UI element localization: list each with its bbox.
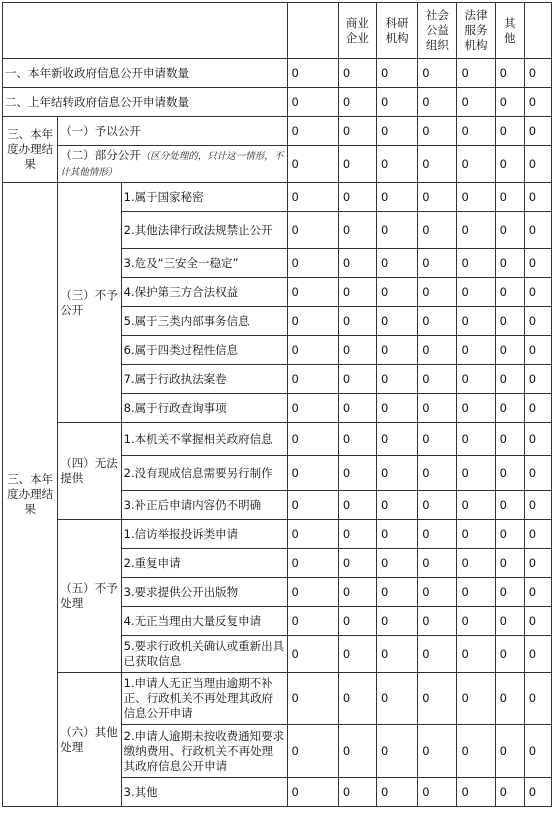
value-cell: 0 <box>287 365 338 394</box>
value-cell: 0 <box>377 456 418 491</box>
value-cell: 0 <box>495 336 524 365</box>
value-cell: 0 <box>338 578 376 607</box>
category-unable-to-provide: （四）无法提供 <box>58 423 121 520</box>
value-cell: 0 <box>377 249 418 278</box>
row-label: 3.要求提供公开出版物 <box>121 578 287 607</box>
value-cell: 0 <box>524 520 551 549</box>
value-cell: 0 <box>524 212 551 249</box>
value-cell: 0 <box>418 146 457 183</box>
value-cell: 0 <box>418 578 457 607</box>
value-cell: 0 <box>418 212 457 249</box>
row-label: 1.申请人无正当理由逾期不补正、行政机关不再处理其政府信息公开申请 <box>121 673 287 725</box>
value-cell: 0 <box>495 117 524 146</box>
value-cell: 0 <box>377 88 418 117</box>
value-cell: 0 <box>524 491 551 520</box>
value-cell: 0 <box>457 607 495 636</box>
value-cell: 0 <box>418 249 457 278</box>
value-cell: 0 <box>524 456 551 491</box>
value-cell: 0 <box>377 778 418 807</box>
value-cell: 0 <box>495 183 524 212</box>
value-cell: 0 <box>418 491 457 520</box>
row-label: 3.其他 <box>121 778 287 807</box>
value-cell: 0 <box>338 491 376 520</box>
category-not-processed: （五）不予处理 <box>58 520 121 673</box>
row-label: 1.属于国家秘密 <box>121 183 287 212</box>
value-cell: 0 <box>377 578 418 607</box>
value-cell: 0 <box>418 778 457 807</box>
value-cell: 0 <box>495 673 524 725</box>
value-cell: 0 <box>338 725 376 778</box>
value-cell: 0 <box>377 549 418 578</box>
value-cell: 0 <box>418 365 457 394</box>
value-cell: 0 <box>287 146 338 183</box>
value-cell: 0 <box>377 278 418 307</box>
value-cell: 0 <box>287 423 338 456</box>
value-cell: 0 <box>457 183 495 212</box>
header-total <box>524 3 551 59</box>
value-cell: 0 <box>524 278 551 307</box>
value-cell: 0 <box>457 249 495 278</box>
value-cell: 0 <box>457 423 495 456</box>
value-cell: 0 <box>338 423 376 456</box>
row-label: 3.补正后申请内容仍不明确 <box>121 491 287 520</box>
value-cell: 0 <box>418 183 457 212</box>
row-label: 1.信访举报投诉类申请 <box>121 520 287 549</box>
value-cell: 0 <box>338 88 376 117</box>
value-cell: 0 <box>524 549 551 578</box>
value-cell: 0 <box>495 636 524 673</box>
row-label: 2.其他法律行政法规禁止公开 <box>121 212 287 249</box>
row-label: （二）部分公开 <box>60 148 141 162</box>
value-cell: 0 <box>338 607 376 636</box>
value-cell: 0 <box>418 336 457 365</box>
header-blank-col <box>287 3 338 59</box>
row-label: 5.属于三类内部事务信息 <box>121 307 287 336</box>
value-cell: 0 <box>495 146 524 183</box>
value-cell: 0 <box>457 636 495 673</box>
value-cell: 0 <box>377 673 418 725</box>
value-cell: 0 <box>524 636 551 673</box>
value-cell: 0 <box>495 549 524 578</box>
value-cell: 0 <box>457 520 495 549</box>
value-cell: 0 <box>457 491 495 520</box>
value-cell: 0 <box>287 249 338 278</box>
value-cell: 0 <box>377 117 418 146</box>
value-cell: 0 <box>338 549 376 578</box>
value-cell: 0 <box>457 365 495 394</box>
row-label: 一、本年新收政府信息公开申请数量 <box>3 59 288 88</box>
row-label: 7.属于行政执法案卷 <box>121 365 287 394</box>
value-cell: 0 <box>377 59 418 88</box>
row-partially-disclosed <box>3 146 552 183</box>
row-label: 2.申请人逾期未按收费通知要求缴纳费用、行政机关不再处理其政府信息公开申请 <box>121 725 287 778</box>
value-cell: 0 <box>457 212 495 249</box>
value-cell: 0 <box>418 607 457 636</box>
row-c5-1 <box>3 520 552 549</box>
value-cell: 0 <box>287 520 338 549</box>
value-cell: 0 <box>377 336 418 365</box>
value-cell: 0 <box>287 636 338 673</box>
row-label: 4.无正当理由大量反复申请 <box>121 607 287 636</box>
row-label: （一）予以公开 <box>58 117 287 146</box>
value-cell: 0 <box>377 183 418 212</box>
value-cell: 0 <box>287 336 338 365</box>
row-label: 二、上年结转政府信息公开申请数量 <box>3 88 288 117</box>
value-cell: 0 <box>338 146 376 183</box>
value-cell: 0 <box>418 549 457 578</box>
value-cell: 0 <box>524 307 551 336</box>
value-cell: 0 <box>338 456 376 491</box>
value-cell: 0 <box>457 336 495 365</box>
value-cell: 0 <box>338 307 376 336</box>
value-cell: 0 <box>524 249 551 278</box>
value-cell: 0 <box>287 456 338 491</box>
row-c4-1 <box>3 423 552 456</box>
value-cell: 0 <box>418 307 457 336</box>
value-cell: 0 <box>457 578 495 607</box>
value-cell: 0 <box>524 117 551 146</box>
value-cell: 0 <box>418 456 457 491</box>
row-c3-1 <box>3 183 552 212</box>
row-label: 6.属于四类过程性信息 <box>121 336 287 365</box>
value-cell: 0 <box>457 278 495 307</box>
value-cell: 0 <box>495 307 524 336</box>
value-cell: 0 <box>418 117 457 146</box>
value-cell: 0 <box>338 365 376 394</box>
value-cell: 0 <box>524 88 551 117</box>
value-cell: 0 <box>287 578 338 607</box>
value-cell: 0 <box>338 117 376 146</box>
value-cell: 0 <box>495 423 524 456</box>
row-carryover-applications <box>3 88 552 117</box>
value-cell: 0 <box>457 673 495 725</box>
value-cell: 0 <box>377 725 418 778</box>
row-note: （区分处理的，只计这一情形，不计其他情形） <box>60 151 284 178</box>
value-cell: 0 <box>377 636 418 673</box>
value-cell: 0 <box>524 607 551 636</box>
value-cell: 0 <box>524 778 551 807</box>
value-cell: 0 <box>418 59 457 88</box>
value-cell: 0 <box>287 491 338 520</box>
value-cell: 0 <box>495 88 524 117</box>
value-cell: 0 <box>338 278 376 307</box>
value-cell: 0 <box>338 520 376 549</box>
value-cell: 0 <box>457 778 495 807</box>
value-cell: 0 <box>418 520 457 549</box>
value-cell: 0 <box>524 423 551 456</box>
value-cell: 0 <box>287 607 338 636</box>
value-cell: 0 <box>377 394 418 423</box>
row-label: 2.没有现成信息需要另行制作 <box>121 456 287 491</box>
value-cell: 0 <box>495 278 524 307</box>
header-blank-cell <box>3 3 288 59</box>
value-cell: 0 <box>338 394 376 423</box>
value-cell: 0 <box>457 725 495 778</box>
row-label: 2.重复申请 <box>121 549 287 578</box>
value-cell: 0 <box>524 725 551 778</box>
value-cell: 0 <box>418 394 457 423</box>
value-cell: 0 <box>287 778 338 807</box>
group-label-results: 三、本年度办理结果 <box>3 117 58 183</box>
value-cell: 0 <box>287 394 338 423</box>
header-research: 科研 机构 <box>377 3 418 59</box>
row-label: 5.要求行政机关确认或重新出具已获取信息 <box>121 636 287 673</box>
value-cell: 0 <box>418 423 457 456</box>
value-cell: 0 <box>495 578 524 607</box>
info-disclosure-table <box>2 2 552 807</box>
value-cell: 0 <box>377 146 418 183</box>
value-cell: 0 <box>418 725 457 778</box>
row-label: 8.属于行政查询事项 <box>121 394 287 423</box>
value-cell: 0 <box>287 183 338 212</box>
value-cell: 0 <box>457 307 495 336</box>
value-cell: 0 <box>287 212 338 249</box>
value-cell: 0 <box>377 307 418 336</box>
value-cell: 0 <box>457 88 495 117</box>
row-disclosed <box>3 117 552 146</box>
value-cell: 0 <box>287 307 338 336</box>
value-cell: 0 <box>338 59 376 88</box>
value-cell: 0 <box>377 423 418 456</box>
category-other-processing: （六）其他处理 <box>58 673 121 807</box>
value-cell: 0 <box>495 456 524 491</box>
value-cell: 0 <box>457 59 495 88</box>
value-cell: 0 <box>495 778 524 807</box>
value-cell: 0 <box>418 636 457 673</box>
header-public-welfare: 社会 公益 组织 <box>418 3 457 59</box>
row-label: 1.本机关不掌握相关政府信息 <box>121 423 287 456</box>
value-cell: 0 <box>418 88 457 117</box>
value-cell: 0 <box>495 725 524 778</box>
value-cell: 0 <box>287 59 338 88</box>
value-cell: 0 <box>338 183 376 212</box>
header-commercial: 商业 企业 <box>338 3 376 59</box>
value-cell: 0 <box>495 491 524 520</box>
value-cell: 0 <box>377 212 418 249</box>
row-new-applications <box>3 59 552 88</box>
value-cell: 0 <box>495 520 524 549</box>
value-cell: 0 <box>524 365 551 394</box>
value-cell: 0 <box>418 673 457 725</box>
category-not-disclosed: （三）不予公开 <box>58 183 121 423</box>
value-cell: 0 <box>338 778 376 807</box>
value-cell: 0 <box>287 88 338 117</box>
value-cell: 0 <box>457 117 495 146</box>
value-cell: 0 <box>457 456 495 491</box>
value-cell: 0 <box>495 249 524 278</box>
value-cell: 0 <box>287 725 338 778</box>
value-cell: 0 <box>457 549 495 578</box>
value-cell: 0 <box>495 59 524 88</box>
value-cell: 0 <box>377 365 418 394</box>
header-legal-service: 法律 服务 机构 <box>457 3 495 59</box>
header-other: 其 他 <box>495 3 524 59</box>
row-label: 3.危及“三安全一稳定” <box>121 249 287 278</box>
value-cell: 0 <box>495 394 524 423</box>
value-cell: 0 <box>338 249 376 278</box>
group-label-results-b: 三、本年度办理结果 <box>3 183 58 807</box>
value-cell: 0 <box>418 278 457 307</box>
value-cell: 0 <box>287 673 338 725</box>
value-cell: 0 <box>338 636 376 673</box>
value-cell: 0 <box>457 146 495 183</box>
value-cell: 0 <box>524 183 551 212</box>
value-cell: 0 <box>338 336 376 365</box>
value-cell: 0 <box>377 607 418 636</box>
row-label: 4.保护第三方合法权益 <box>121 278 287 307</box>
value-cell: 0 <box>377 491 418 520</box>
value-cell: 0 <box>287 278 338 307</box>
value-cell: 0 <box>287 549 338 578</box>
row-label-partial <box>58 146 287 183</box>
value-cell: 0 <box>495 607 524 636</box>
value-cell: 0 <box>524 336 551 365</box>
header-row <box>3 3 552 59</box>
value-cell: 0 <box>524 394 551 423</box>
value-cell: 0 <box>495 365 524 394</box>
value-cell: 0 <box>377 520 418 549</box>
value-cell: 0 <box>524 59 551 88</box>
value-cell: 0 <box>287 117 338 146</box>
value-cell: 0 <box>524 146 551 183</box>
value-cell: 0 <box>524 673 551 725</box>
value-cell: 0 <box>524 578 551 607</box>
value-cell: 0 <box>495 212 524 249</box>
value-cell: 0 <box>457 394 495 423</box>
value-cell: 0 <box>338 673 376 725</box>
value-cell: 0 <box>338 212 376 249</box>
row-c6-1 <box>3 673 552 725</box>
